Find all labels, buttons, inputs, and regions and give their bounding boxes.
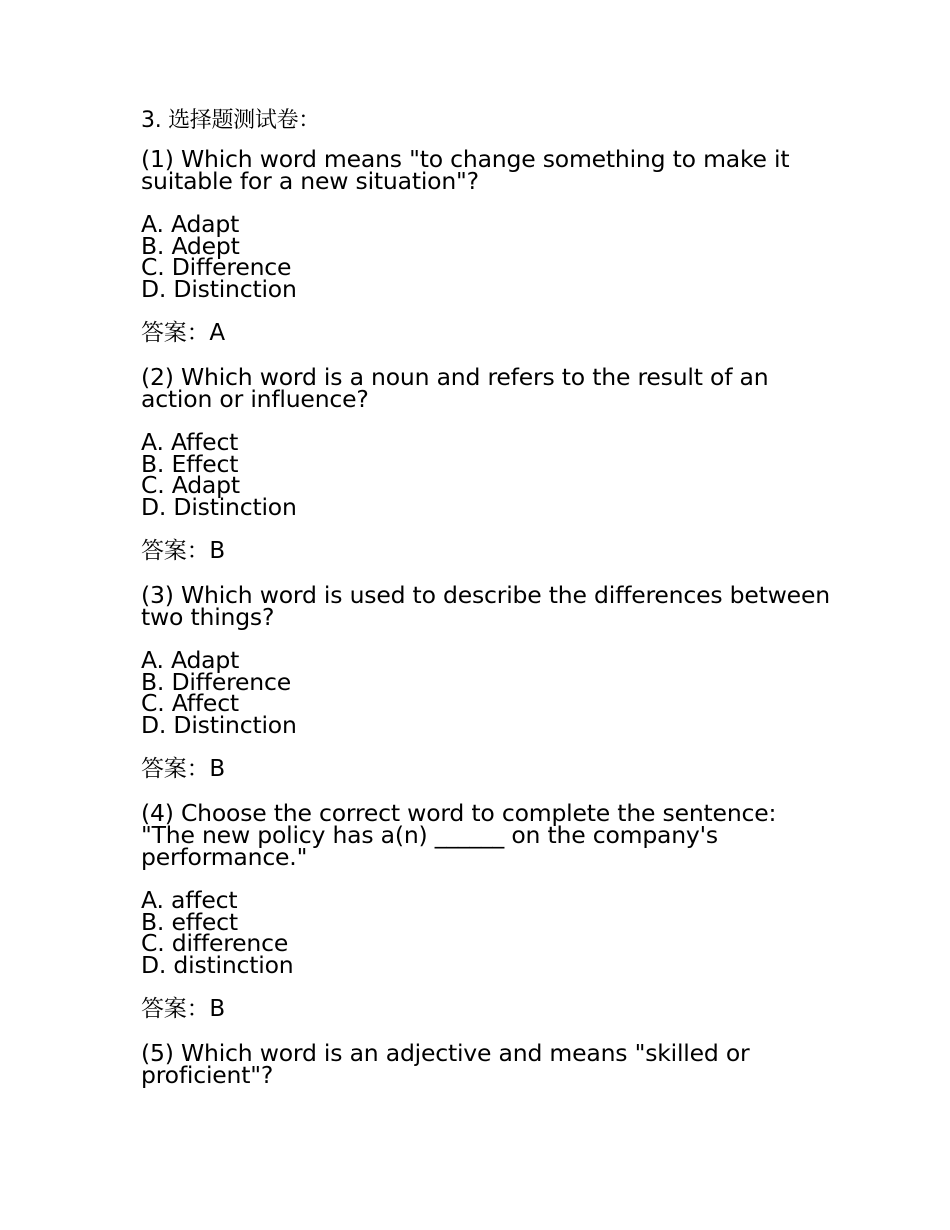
- answer-text: 答案：B: [141, 996, 225, 1022]
- question-text: (1) Which word means "to change something to make it suitable for a new situation"?: [141, 145, 790, 195]
- question-text: (2) Which word is a noun and refers to the result of an action or influence?: [141, 363, 769, 413]
- question-block-5: [141, 1039, 831, 1089]
- option-list: [141, 210, 831, 303]
- option-item: D. distinction: [141, 950, 294, 979]
- question-block-2: [141, 363, 831, 564]
- option-item: C. Affect: [141, 689, 239, 717]
- option-item: D. Distinction: [141, 274, 297, 303]
- option-item: D. Distinction: [141, 710, 297, 739]
- option-item: A. Adapt: [141, 210, 240, 238]
- option-item: B. effect: [141, 907, 238, 936]
- option-item: A. Affect: [141, 428, 239, 456]
- option-list: [141, 646, 831, 739]
- question-block-3: [141, 581, 831, 782]
- option-item: D. Distinction: [141, 492, 297, 521]
- answer-text: 答案：B: [141, 756, 225, 782]
- answer-text: 答案：A: [141, 320, 225, 346]
- question-block-4: [141, 799, 831, 1022]
- option-list: [141, 428, 831, 521]
- answer-text: 答案：B: [141, 538, 225, 564]
- option-item: C. Adapt: [141, 471, 240, 499]
- section-heading: 3. 选择题测试卷：: [141, 108, 320, 133]
- option-item: A. Adapt: [141, 646, 240, 674]
- question-text: (5) Which word is an adjective and means "skilled or proficient"?: [141, 1039, 750, 1089]
- question-block-1: [141, 145, 831, 346]
- option-item: B. Difference: [141, 667, 291, 696]
- option-item: B. Effect: [141, 449, 239, 478]
- option-item: B. Adept: [141, 231, 240, 260]
- question-text: (4) Choose the correct word to complete the sentence: "The new policy has a(n) ______ on the company's performance.": [141, 799, 777, 871]
- option-item: C. difference: [141, 929, 289, 957]
- option-list: [141, 886, 831, 979]
- document-content: [141, 104, 831, 1108]
- option-item: A. affect: [141, 886, 238, 914]
- question-text: (3) Which word is used to describe the differences between two things?: [141, 581, 830, 631]
- option-item: C. Difference: [141, 253, 292, 281]
